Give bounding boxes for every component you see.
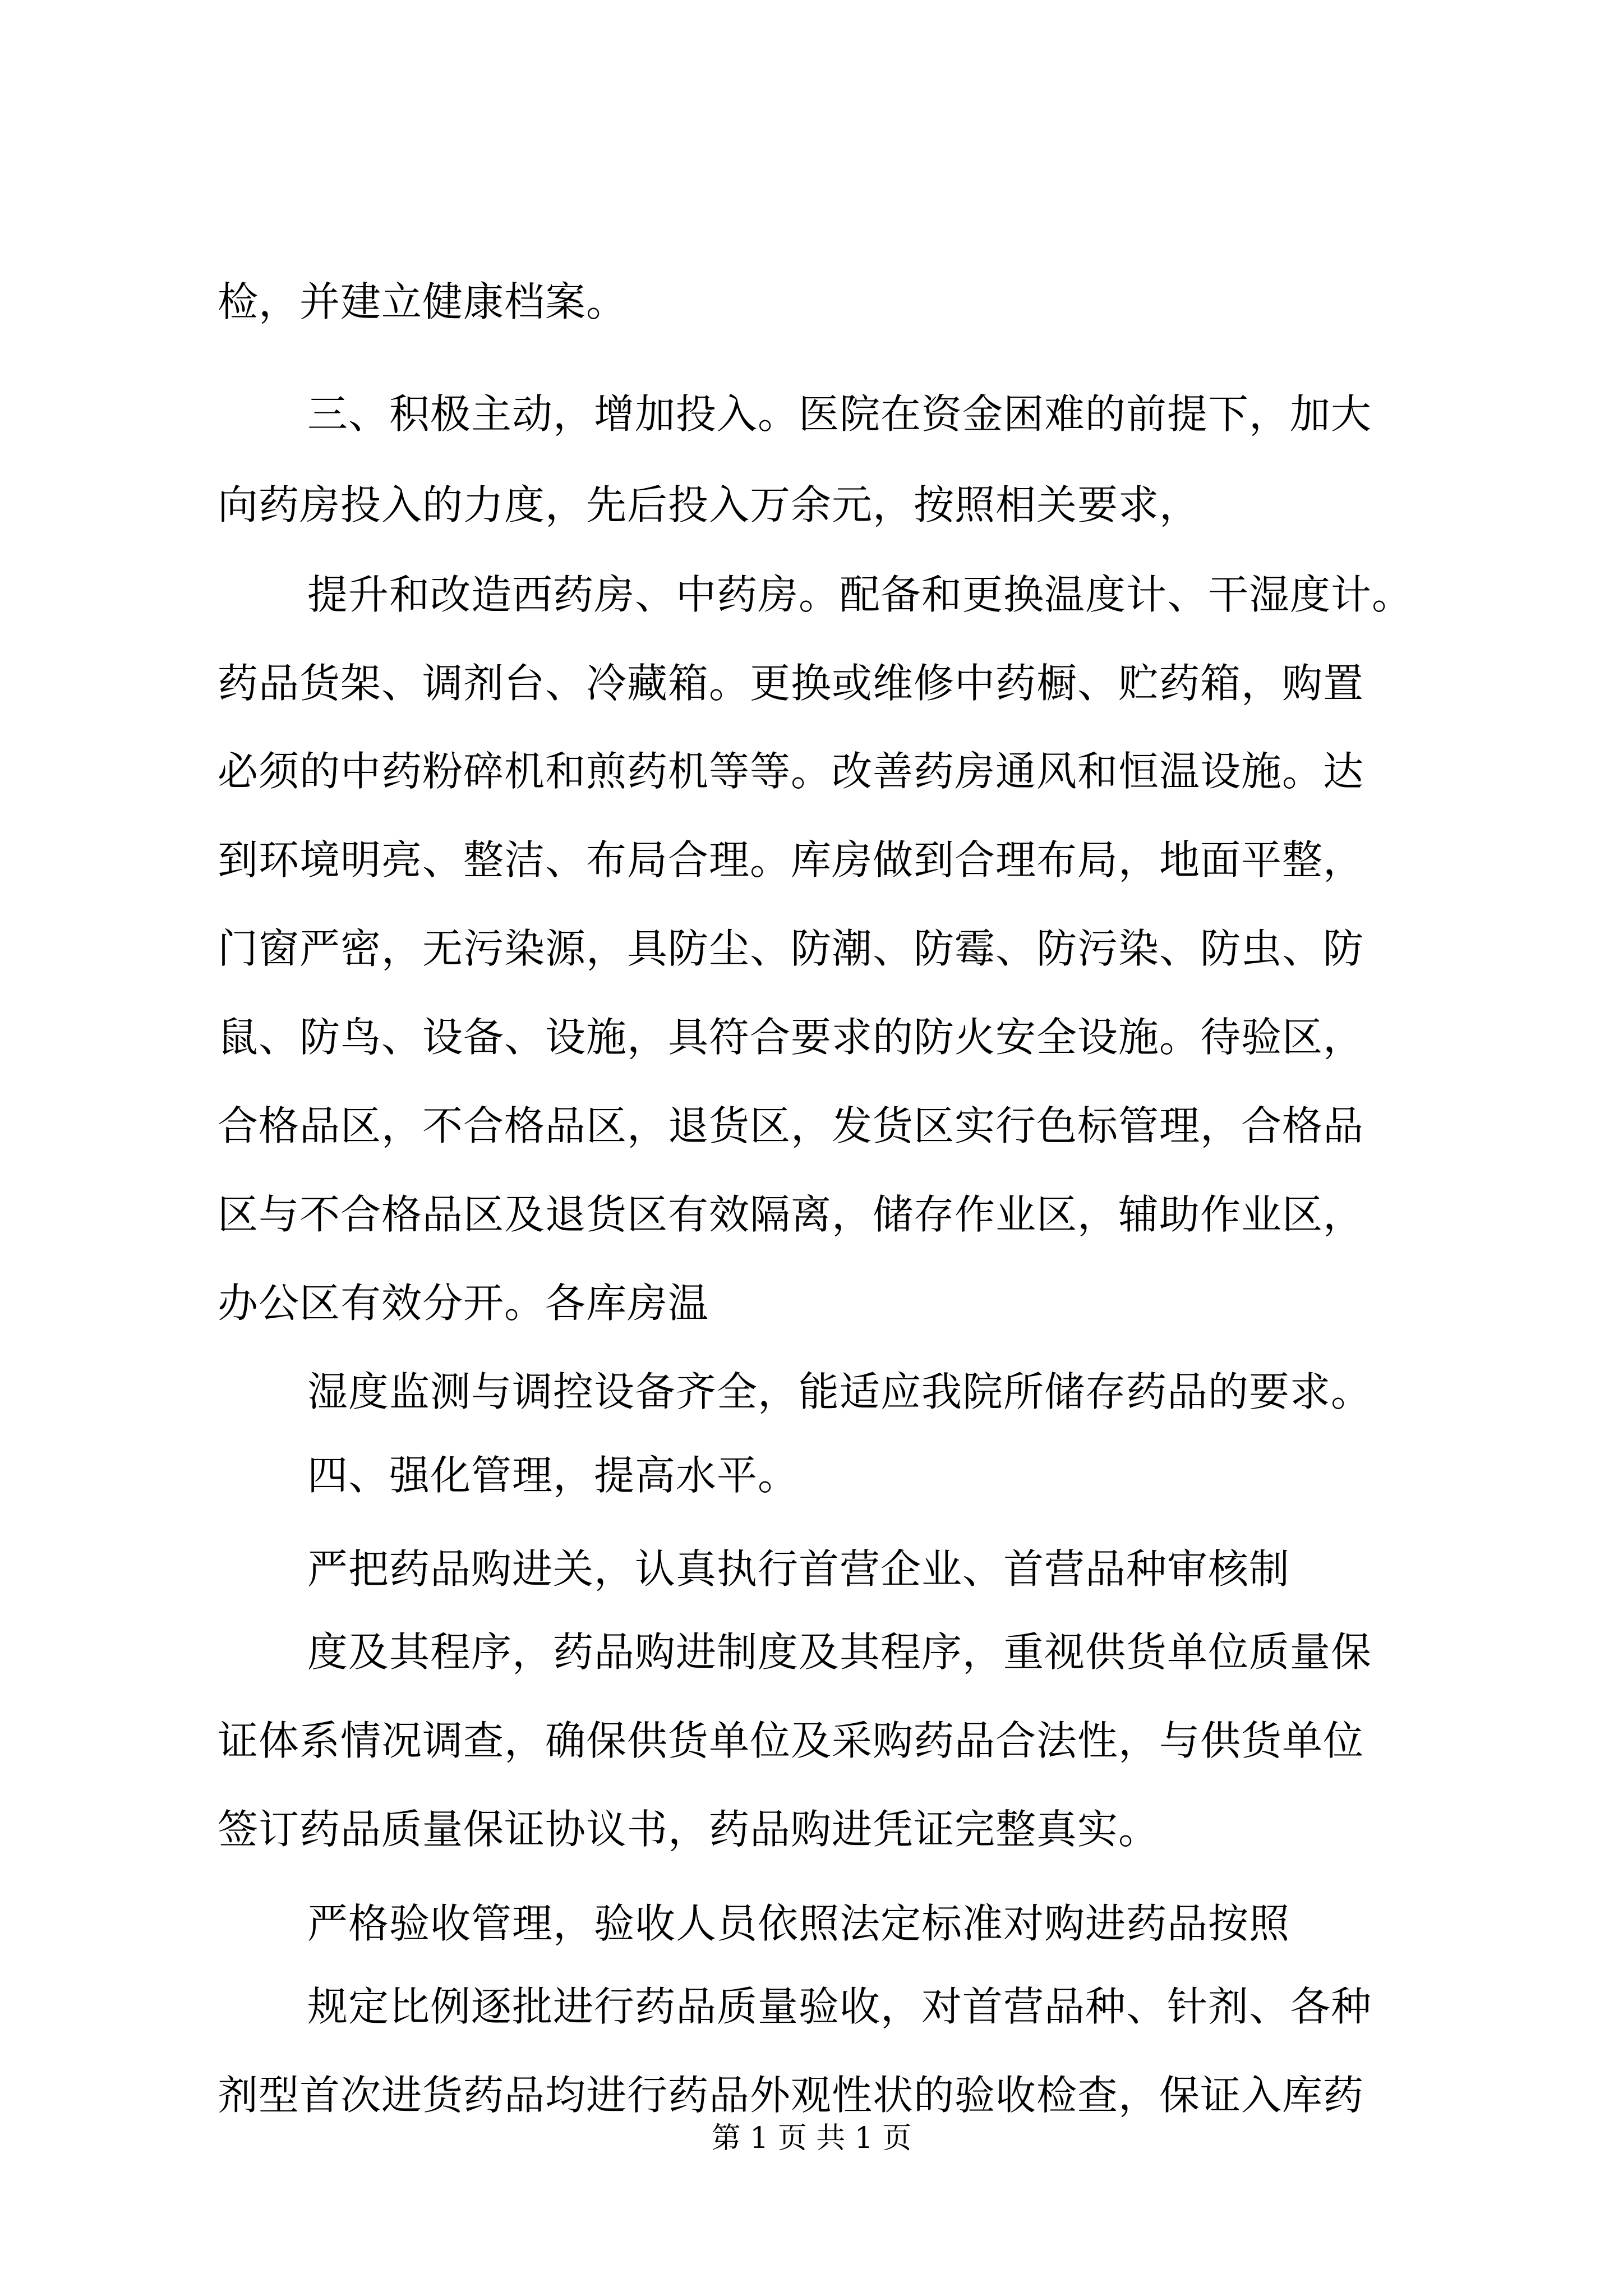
text-line: 严把药品购进关，认真执行首营企业、首营品种审核制 <box>307 1545 1290 1593</box>
text-line: 剂型首次进货药品均进行药品外观性状的验收检查，保证入库药 <box>218 2072 1364 2119</box>
text-line: 提升和改造西药房、中药房。配备和更换温度计、干湿度计。 <box>307 571 1413 618</box>
text-line: 区与不合格品区及退货区有效隔离，储存作业区，辅助作业区， <box>218 1191 1364 1238</box>
text-line: 合格品区，不合格品区，退货区，发货区实行色标管理，合格品 <box>218 1102 1364 1149</box>
text-line: 检，并建立健康档案。 <box>218 278 628 325</box>
text-line: 药品货架、调剂台、冷藏箱。更换或维修中药橱、贮药箱，购置 <box>218 660 1364 707</box>
text-line: 签订药品质量保证协议书，药品购进凭证完整真实。 <box>218 1806 1160 1853</box>
text-line: 必须的中药粉碎机和煎药机等等。改善药房通风和恒温设施。达 <box>218 748 1364 795</box>
page-footer <box>0 2116 1623 2161</box>
text-line: 四、强化管理，提高水平。 <box>307 1452 799 1499</box>
text-line: 鼠、防鸟、设备、设施，具符合要求的防火安全设施。待验区， <box>218 1014 1364 1061</box>
text-line: 度及其程序，药品购进制度及其程序，重视供货单位质量保 <box>307 1628 1372 1676</box>
text-line: 证体系情况调查，确保供货单位及采购药品合法性，与供货单位 <box>218 1717 1364 1764</box>
text-line: 向药房投入的力度，先后投入万余元，按照相关要求， <box>218 481 1201 528</box>
text-line: 严格验收管理，验收人员依照法定标准对购进药品按照 <box>307 1900 1290 1947</box>
text-line: 规定比例逐批进行药品质量验收，对首营品种、针剂、各种 <box>307 1983 1372 2030</box>
text-line: 到环境明亮、整洁、布局合理。库房做到合理布局，地面平整， <box>218 836 1364 884</box>
text-line: 三、积极主动，增加投入。医院在资金困难的前提下，加大 <box>307 390 1372 438</box>
text-line: 湿度监测与调控设备齐全，能适应我院所储存药品的要求。 <box>307 1368 1372 1415</box>
text-line: 门窗严密，无污染源，具防尘、防潮、防霉、防污染、防虫、防 <box>218 925 1364 972</box>
text-line: 办公区有效分开。各库房温 <box>218 1280 709 1327</box>
page-number-label: 第 1 页 共 1 页 <box>711 2122 912 2155</box>
